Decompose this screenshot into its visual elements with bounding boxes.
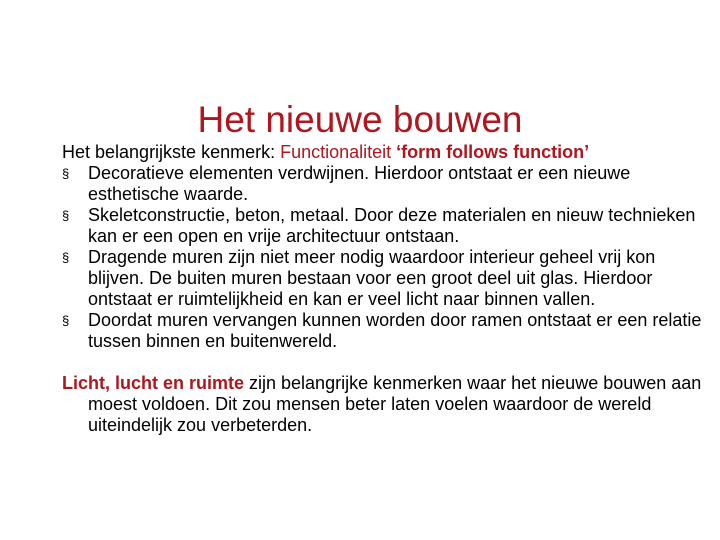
bullet-marker-icon: § [62, 208, 70, 223]
bullet-text: Decoratieve elementen verdwijnen. Hierdoor ontstaat er een nieuwe esthetische waarde. [88, 163, 631, 204]
bullet-text: Skeletconstructie, beton, metaal. Door deze materialen en nieuw technieken kan er een open en vrije architectuur ontstaan. [88, 205, 696, 246]
list-item [62, 310, 702, 352]
closing-paragraph [62, 373, 702, 436]
bullet-marker-icon: § [62, 250, 70, 265]
bullet-list [62, 163, 702, 352]
bullet-marker-icon: § [62, 166, 70, 181]
closing-highlight: Licht, lucht en ruimte [62, 373, 245, 393]
bullet-text: Doordat muren vervangen kunnen worden door ramen ontstaat er een relatie tussen binnen en buitenwereld. [88, 310, 702, 351]
lead-quote: ‘form follows function’ [396, 142, 590, 162]
list-item [62, 205, 702, 247]
bullet-marker-icon: § [62, 313, 70, 328]
lead-highlight: Functionaliteit [280, 142, 397, 162]
lead-line [62, 142, 702, 163]
list-item [62, 247, 702, 310]
list-item [62, 163, 702, 205]
bullet-text: Dragende muren zijn niet meer nodig waardoor interieur geheel vrij kon blijven. De buiten muren bestaan voor een groot deel uit glas. Hierdoor ontstaat er ruimtelijkheid en kan er veel licht naar binnen vallen. [88, 247, 656, 309]
slide-body [62, 142, 702, 436]
slide-title: Het nieuwe bouwen [197, 98, 523, 140]
lead-prefix: Het belangrijkste kenmerk: [62, 142, 281, 162]
closing-text: zijn belangrijke kenmerken waar het nieuwe bouwen aan moest voldoen. Dit zou mensen beter laten voelen waardoor de wereld uiteindelijk zou verbeterden. [88, 373, 702, 435]
